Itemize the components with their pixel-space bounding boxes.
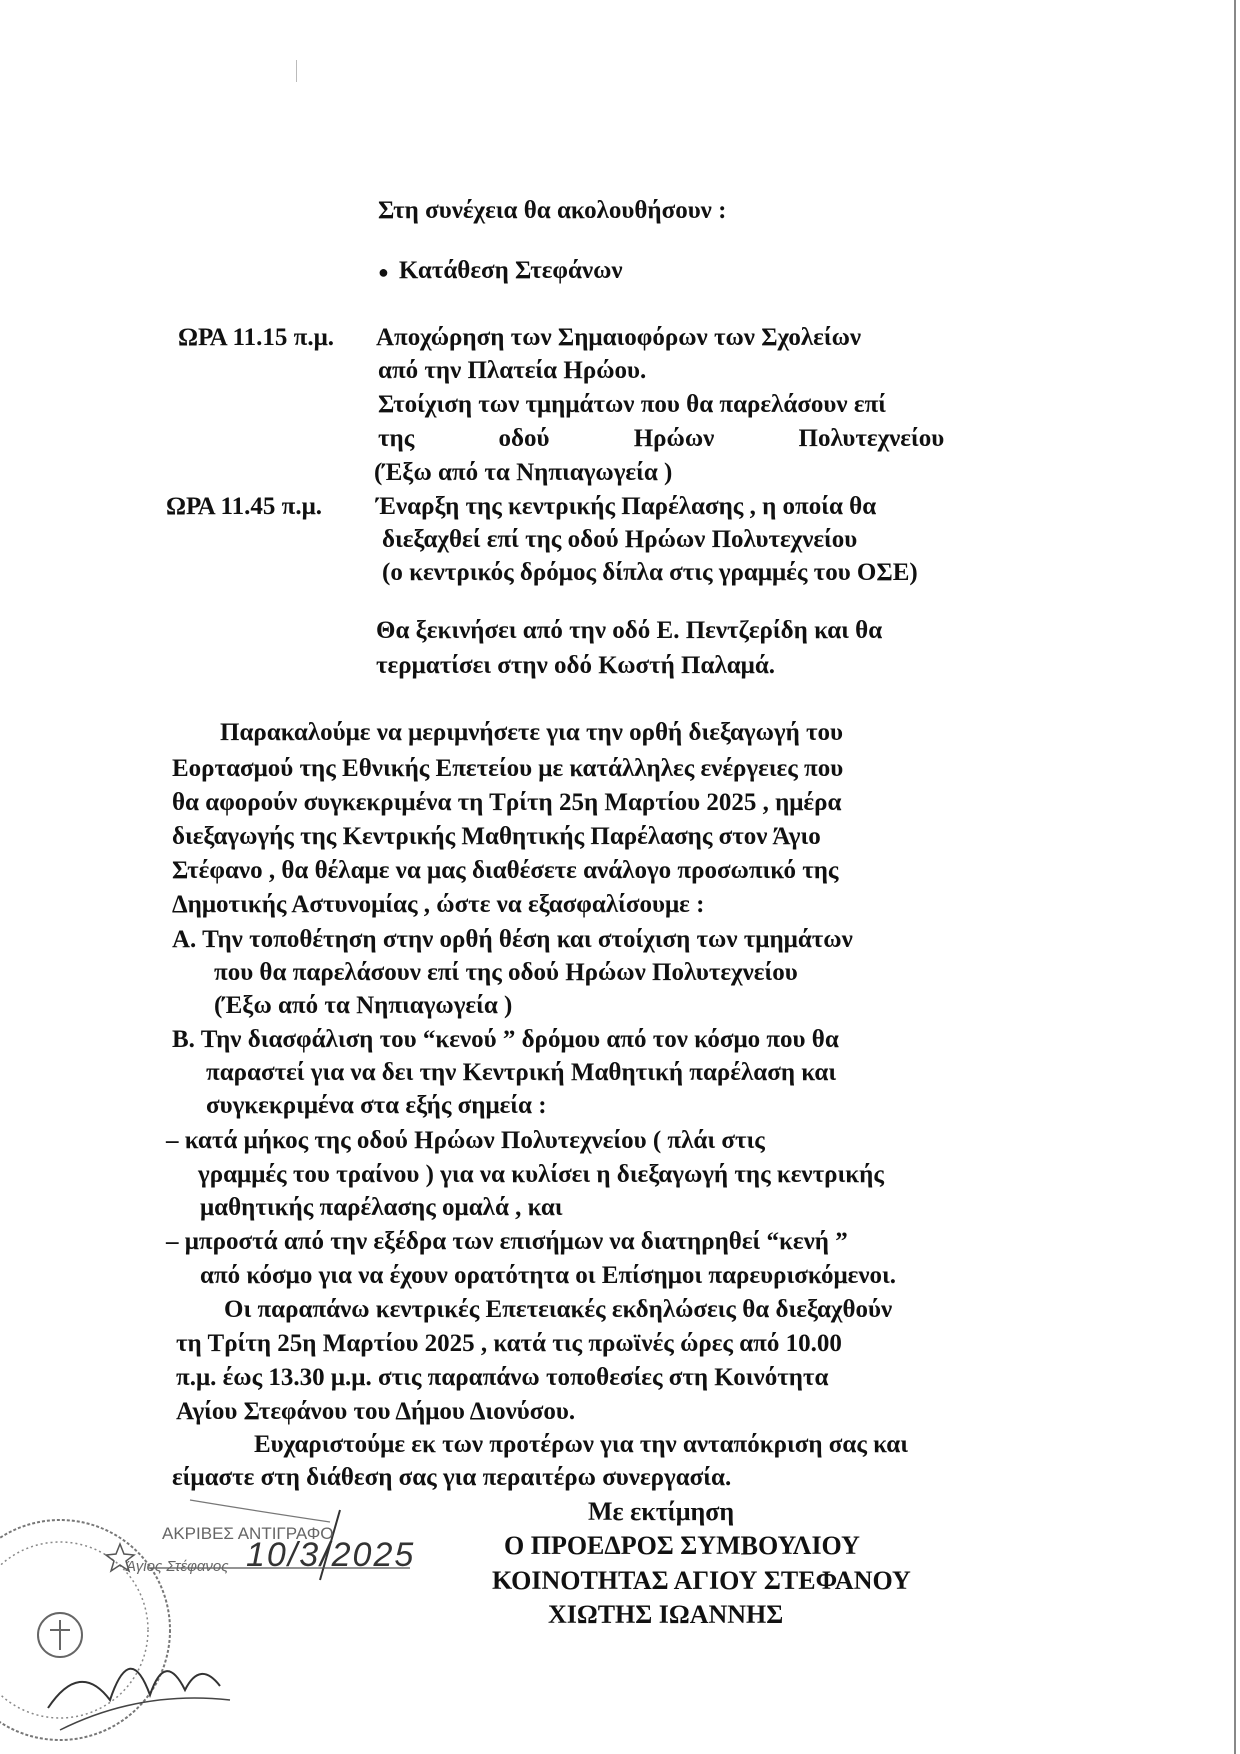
schedule-1-line-3: Στοίχιση των τμημάτων που θα παρελάσουν επί xyxy=(378,391,886,418)
point-a-line-2: που θα παρελάσουν επί της οδού Ηρώων Πολυτεχνείου xyxy=(214,959,798,986)
schedule-1-line-4 xyxy=(378,424,1034,454)
schedule-time-2: ΩΡΑ 11.45 π.μ. xyxy=(166,493,323,520)
certification-place: Άγιος Στέφανος xyxy=(126,1558,229,1575)
schedule-1-line-1: Αποχώρηση των Σημαιοφόρων των Σχολείων xyxy=(376,324,862,351)
signatory-title-1: Ο ΠΡΟΕΔΡΟΣ ΣΥΜΒΟΥΛΙΟΥ xyxy=(504,1531,860,1560)
bullet-dot: ● xyxy=(378,262,389,282)
point-a-line-3: (Έξω από τα Νηπιαγωγεία ) xyxy=(214,992,513,1019)
route-line-1: Θα ξεκινήσει από την οδό Ε. Πεντζερίδη και θα xyxy=(376,617,883,644)
point-b-line-2: παραστεί για να δει την Κεντρική Μαθητική παρέλαση και xyxy=(206,1059,837,1086)
scan-edge-right xyxy=(1234,0,1236,1754)
bullet-item-label: Κατάθεση Στεφάνων xyxy=(398,257,623,284)
scan-mark-top xyxy=(296,60,297,82)
schedule-1-line-2: από την Πλατεία Ηρώου. xyxy=(378,357,647,384)
route-line-2: τερματίσει στην οδό Κωστή Παλαμά. xyxy=(376,652,776,679)
request-line-6: Δημοτικής Αστυνομίας , ώστε να εξασφαλίσουμε : xyxy=(172,891,705,918)
thanks-line-1: Ευχαριστούμε εκ των προτέρων για την ανταπόκριση σας και xyxy=(254,1431,908,1458)
request-line-4: διεξαγωγής της Κεντρικής Μαθητικής Παρέλασης στον Άγιο xyxy=(172,823,821,850)
certification-date: 10/3/2025 xyxy=(246,1536,416,1574)
events-line-1: Οι παραπάνω κεντρικές Επετειακές εκδηλώσεις θα διεξαχθούν xyxy=(224,1296,893,1323)
request-line-1: Παρακαλούμε να μεριμνήσετε για την ορθή διεξαγωγή του xyxy=(220,719,844,746)
signatory-title-2: ΚΟΙΝΟΤΗΤΑΣ ΑΓΙΟΥ ΣΤΕΦΑΝΟΥ xyxy=(492,1566,911,1595)
events-line-4: Αγίου Στεφάνου του Δήμου Διονύσου. xyxy=(176,1398,576,1425)
intro-text: Στη συνέχεια θα ακολουθήσουν : xyxy=(378,197,727,224)
thanks-line-2: είμαστε στη διάθεση σας για περαιτέρω συνεργασία. xyxy=(172,1464,732,1491)
events-line-3: π.μ. έως 13.30 μ.μ. στις παραπάνω τοποθεσίες στη Κοινότητα xyxy=(176,1364,829,1391)
dash-point-2-line-2: από κόσμο για να έχουν ορατότητα οι Επίσημοι παρευρισκόμενοι. xyxy=(200,1262,896,1289)
point-a-line-1: Α. Την τοποθέτηση στην ορθή θέση και στοίχιση των τμημάτων xyxy=(172,926,853,953)
closing-text: Με εκτίμηση xyxy=(588,1497,735,1526)
bullet-item xyxy=(378,256,623,287)
dash-point-2-line-1: – μπροστά από την εξέδρα των επισήμων να διατηρηθεί “κενή ” xyxy=(166,1228,848,1255)
certification-label: ΑΚΡΙΒΕΣ ΑΝΤΙΓΡΑΦΟ xyxy=(162,1524,334,1543)
request-line-5: Στέφανο , θα θέλαμε να μας διαθέσετε ανάλογο προσωπικό της xyxy=(172,857,839,884)
point-b-line-3: συγκεκριμένα στα εξής σημεία : xyxy=(206,1092,547,1119)
schedule-2-line-1: Έναρξη της κεντρικής Παρέλασης , η οποία θα xyxy=(376,493,877,520)
schedule-2-line-2: διεξαχθεί επί της οδού Ηρώων Πολυτεχνείου xyxy=(382,526,858,553)
request-line-2: Εορτασμού της Εθνικής Επετείου με κατάλληλες ενέργειες που xyxy=(172,755,844,782)
schedule-1-line-5: (Έξω από τα Νηπιαγωγεία ) xyxy=(374,459,673,486)
schedule-2-line-3: (ο κεντρικός δρόμος δίπλα στις γραμμές του ΟΣΕ) xyxy=(382,559,918,586)
signatory-name: ΧΙΩΤΗΣ ΙΩΑΝΝΗΣ xyxy=(548,1600,784,1629)
request-line-3: θα αφορούν συγκεκριμένα τη Τρίτη 25η Μαρτίου 2025 , ημέρα xyxy=(172,789,842,816)
dash-point-1-line-2: γραμμές του τραίνου ) για να κυλίσει η διεξαγωγή της κεντρικής xyxy=(198,1161,884,1188)
events-line-2: τη Τρίτη 25η Μαρτίου 2025 , κατά τις πρωϊνές ώρες από 10.00 xyxy=(176,1330,842,1357)
dash-point-1-line-3: μαθητικής παρέλασης ομαλά , και xyxy=(200,1194,563,1221)
schedule-1-line-4-text: της οδού Ηρώων Πολυτεχνείου xyxy=(378,425,945,452)
certification-stamp xyxy=(0,1490,470,1754)
point-b-line-1: Β. Την διασφάλιση του “κενού ” δρόμου από τον κόσμο που θα xyxy=(172,1026,839,1053)
dash-point-1-line-1: – κατά μήκος της οδού Ηρώων Πολυτεχνείου ( πλάι στις xyxy=(166,1127,765,1154)
schedule-time-1: ΩΡΑ 11.15 π.μ. xyxy=(178,324,335,351)
